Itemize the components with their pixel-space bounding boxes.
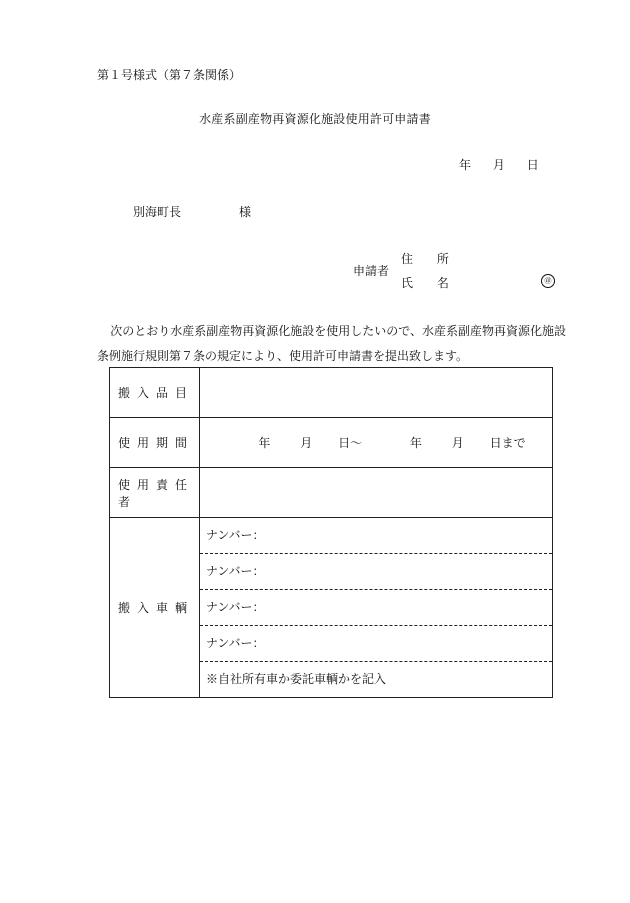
item-label: 搬入品目 bbox=[110, 368, 200, 418]
period-from-month: 月 bbox=[300, 436, 313, 450]
period-to-day: 日まで bbox=[489, 436, 526, 450]
seal-mark bbox=[541, 274, 555, 288]
applicant-label: 申請者 bbox=[353, 264, 390, 278]
applicant-name-label: 氏 名 bbox=[401, 276, 459, 290]
vehicle-field bbox=[200, 518, 553, 698]
table-row bbox=[110, 368, 553, 418]
body-text: 次のとおり水産系副産物再資源化施設を使用したいので、水産系副産物再資源化施設条例施行規則第７条の規定により、使用許可申請書を提出致します。 bbox=[97, 324, 566, 363]
period-label: 使用期間 bbox=[110, 418, 200, 468]
period-to-year: 年 bbox=[409, 436, 422, 450]
addressee-honorific: 様 bbox=[239, 205, 252, 219]
table-row bbox=[110, 468, 553, 518]
period-from-year: 年 bbox=[258, 436, 271, 450]
person-label: 使用責任者 bbox=[110, 468, 200, 518]
period-to-month: 月 bbox=[451, 436, 464, 450]
vehicle-note: ※自社所有車か委託車輌かを記入 bbox=[206, 672, 387, 686]
vehicle-number-line[interactable]: ナンバー： bbox=[200, 590, 552, 626]
vehicle-label: 搬入車輌 bbox=[110, 518, 200, 698]
vehicle-number-line[interactable]: ナンバー： bbox=[200, 518, 552, 554]
document-title: 水産系副産物再資源化施設使用許可申請書 bbox=[199, 112, 431, 126]
person-field[interactable] bbox=[200, 468, 553, 518]
applicant-address-label: 住 所 bbox=[401, 252, 459, 266]
vehicle-number-line[interactable]: ナンバー： bbox=[200, 626, 552, 662]
addressee-name: 別海町長 bbox=[133, 205, 182, 219]
vehicle-number-line[interactable]: ナンバー： bbox=[200, 554, 552, 590]
item-field[interactable] bbox=[200, 368, 553, 418]
date-year: 年 bbox=[459, 158, 472, 172]
seal-icon: ㊞ bbox=[544, 277, 552, 285]
date-month: 月 bbox=[492, 158, 505, 172]
period-from-day: 日〜 bbox=[338, 436, 363, 450]
form-number: 第１号様式（第７条関係） bbox=[97, 68, 242, 82]
application-table bbox=[109, 367, 553, 698]
period-field[interactable] bbox=[200, 418, 553, 468]
addressee bbox=[133, 203, 251, 220]
date-line bbox=[459, 156, 539, 173]
date-day: 日 bbox=[526, 158, 539, 172]
table-row bbox=[110, 518, 553, 698]
table-row bbox=[110, 418, 553, 468]
